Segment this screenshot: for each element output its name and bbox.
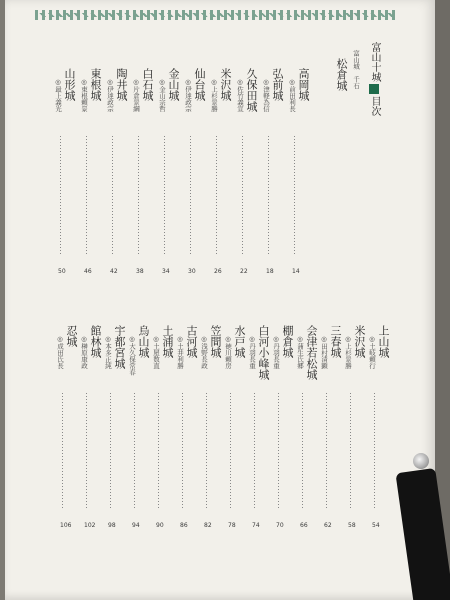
- toc-page-number: 98: [108, 522, 116, 529]
- book-page: [5, 0, 435, 600]
- toc-page-number: 74: [252, 522, 260, 529]
- toc-page-number: 102: [84, 522, 96, 529]
- toc-entry-author: ◎東根頼景: [80, 78, 88, 112]
- toc-page-number: 42: [110, 268, 118, 275]
- toc-entry-author: ◎土岐頼行: [368, 335, 376, 369]
- toc-leader-line: [86, 136, 87, 256]
- toc-leader-line: [138, 136, 139, 256]
- table-of-contents-heading: [367, 42, 382, 116]
- toc-entry-author: ◎上杉景勝: [210, 78, 218, 112]
- toc-entry-author: ◎浅野長政: [200, 335, 208, 369]
- toc-leader-line: [86, 393, 87, 510]
- toc-entry-title: 仙台城: [193, 68, 206, 101]
- toc-entry-author: ◎徳川頼房: [224, 335, 232, 369]
- toc-entry-title: 宇都宮城: [113, 325, 126, 369]
- toc-entry-title: 白河小峰城: [257, 325, 270, 380]
- heading-mark-icon: [369, 84, 379, 94]
- toc-entry-author: ◎大久保常春: [128, 335, 136, 376]
- toc-leader-line: [242, 136, 243, 256]
- toc-entry-author: ◎土屋数直: [152, 335, 160, 369]
- toc-entry-title: 三春城: [329, 325, 342, 358]
- toc-page-number: 14: [292, 268, 300, 275]
- toc-entry-title: 弘前城: [271, 68, 284, 101]
- book-label: 富山十城: [369, 42, 380, 82]
- toc-leader-line: [182, 393, 183, 510]
- toc-entry-title: 館林城: [89, 325, 102, 358]
- toc-page-number: 70: [276, 522, 284, 529]
- toc-leader-line: [190, 136, 191, 256]
- toc-entry-author: ◎榊原康政: [80, 335, 88, 369]
- toc-entry-title: 米沢城: [219, 68, 232, 101]
- intro-line-1: 富山城 千石: [352, 50, 360, 89]
- toc-entry-title: 水戸城: [233, 325, 246, 358]
- toc-entry-author: ◎丹羽長重: [248, 335, 256, 369]
- toc-leader-line: [60, 136, 61, 256]
- toc-leader-line: [350, 393, 351, 510]
- toc-page-number: 94: [132, 522, 140, 529]
- toc-entry-author: ◎最上義光: [54, 78, 62, 112]
- toc-page-number: 106: [60, 522, 72, 529]
- toc-leader-line: [326, 393, 327, 510]
- toc-leader-line: [278, 393, 279, 510]
- toc-entry-author: ◎成田氏長: [56, 335, 64, 369]
- toc-entry-title: 東根城: [89, 68, 102, 101]
- toc-entry-title: 白石城: [141, 68, 154, 101]
- toc-entry-author: ◎蒲生氏郷: [296, 335, 304, 369]
- toc-entry-title: 烏山城: [137, 325, 150, 358]
- toc-entry-title: 金山城: [167, 68, 180, 101]
- toc-entry-title: 忍城: [65, 325, 78, 347]
- mokuji-label: 目次: [369, 96, 380, 116]
- toc-entry-author: ◎金山宗哲: [158, 78, 166, 112]
- toc-leader-line: [62, 393, 63, 510]
- toc-entry-title: 山形城: [63, 68, 76, 101]
- toc-page-number: 90: [156, 522, 164, 529]
- toc-entry-title: 陶井城: [115, 68, 128, 101]
- toc-entry-title: 古河城: [185, 325, 198, 358]
- toc-leader-line: [134, 393, 135, 510]
- toc-page-number: 46: [84, 268, 92, 275]
- toc-page-number: 50: [58, 268, 66, 275]
- toc-entry-title: 笠間城: [209, 325, 222, 358]
- toc-leader-line: [206, 393, 207, 510]
- toc-page-number: 18: [266, 268, 274, 275]
- toc-page-number: 66: [300, 522, 308, 529]
- toc-entry-title: 上山城: [377, 325, 390, 358]
- toc-page-number: 30: [188, 268, 196, 275]
- toc-page-number: 34: [162, 268, 170, 275]
- toc-leader-line: [302, 393, 303, 510]
- toc-page-number: 62: [324, 522, 332, 529]
- toc-page-number: 22: [240, 268, 248, 275]
- toc-entry-author: ◎伊達政宗: [184, 78, 192, 112]
- intro-line-2: 松倉城: [335, 58, 348, 91]
- ornamental-border: [35, 10, 395, 20]
- toc-entry-title: 土浦城: [161, 325, 174, 358]
- toc-entry-author: ◎上杉景勝: [344, 335, 352, 369]
- toc-leader-line: [216, 136, 217, 256]
- toc-entry-title: 米沢城: [353, 325, 366, 358]
- toc-entry-author: ◎田村清顕: [320, 335, 328, 369]
- toc-page-number: 58: [348, 522, 356, 529]
- toc-leader-line: [164, 136, 165, 256]
- toc-entry-author: ◎伊達政宗: [106, 78, 114, 112]
- toc-entry-title: 高岡城: [297, 68, 310, 101]
- toc-page-number: 78: [228, 522, 236, 529]
- toc-leader-line: [230, 393, 231, 510]
- metal-ring-icon: [413, 453, 429, 469]
- toc-entry-author: ◎片倉景綱: [132, 78, 140, 112]
- toc-entry-title: 久保田城: [245, 68, 258, 112]
- toc-entry-title: 棚倉城: [281, 325, 294, 358]
- toc-page-number: 26: [214, 268, 222, 275]
- toc-leader-line: [294, 136, 295, 256]
- toc-page-number: 82: [204, 522, 212, 529]
- toc-entry-author: ◎前田利長: [288, 78, 296, 112]
- toc-leader-line: [268, 136, 269, 256]
- toc-leader-line: [254, 393, 255, 510]
- toc-entry-author: ◎丹羽長重: [272, 335, 280, 369]
- toc-page-number: 86: [180, 522, 188, 529]
- toc-entry-author: ◎本多正純: [104, 335, 112, 369]
- toc-page-number: 54: [372, 522, 380, 529]
- toc-entry-author: ◎津軽為信: [262, 78, 270, 112]
- toc-leader-line: [112, 136, 113, 256]
- toc-entry-author: ◎佐竹義宣: [236, 78, 244, 112]
- toc-entry-author: ◎土井利勝: [176, 335, 184, 369]
- toc-leader-line: [374, 393, 375, 510]
- toc-leader-line: [110, 393, 111, 510]
- toc-entry-title: 会津若松城: [305, 325, 318, 380]
- toc-leader-line: [158, 393, 159, 510]
- toc-page-number: 38: [136, 268, 144, 275]
